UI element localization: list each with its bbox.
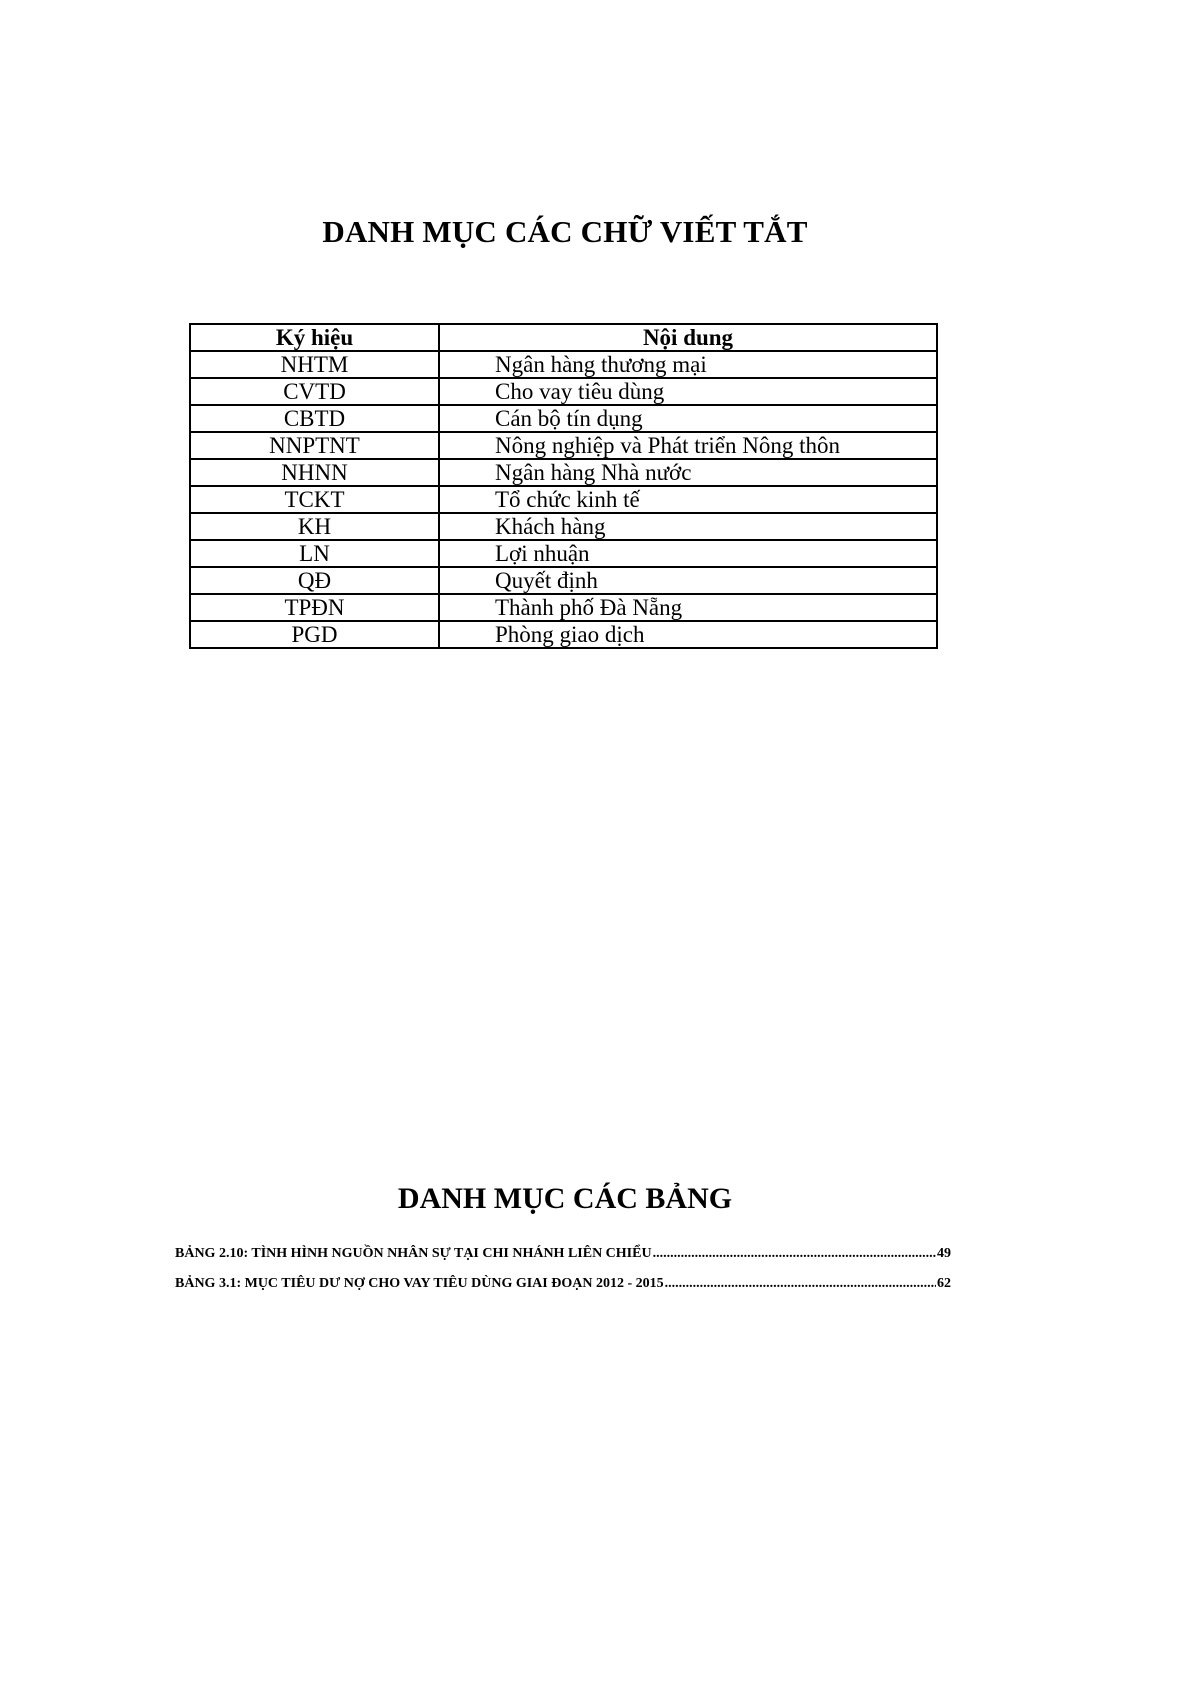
table-row bbox=[190, 513, 937, 540]
abbr-code: CBTD bbox=[190, 405, 439, 432]
abbr-content: Phòng giao dịch bbox=[439, 621, 937, 648]
table-row bbox=[190, 594, 937, 621]
list-item[interactable] bbox=[175, 1244, 951, 1274]
abbr-code: TPĐN bbox=[190, 594, 439, 621]
abbr-code: NHNN bbox=[190, 459, 439, 486]
toc-entry-text: BẢNG 2.10: TÌNH HÌNH NGUỒN NHÂN SỰ TẠI CHI NHÁNH LIÊN CHIỂU bbox=[175, 1246, 652, 1261]
table-row bbox=[190, 486, 937, 513]
abbr-code: CVTD bbox=[190, 378, 439, 405]
abbreviations-title: DANH MỤC CÁC CHỮ VIẾT TẮT bbox=[322, 214, 808, 249]
toc-page-number: 62 bbox=[937, 1276, 951, 1291]
table-row bbox=[190, 540, 937, 567]
abbr-content: Ngân hàng Nhà nước bbox=[439, 459, 937, 486]
table-row bbox=[190, 432, 937, 459]
tables-list bbox=[175, 1244, 951, 1304]
abbr-content: Ngân hàng thương mại bbox=[439, 351, 937, 378]
abbr-content: Nông nghiệp và Phát triển Nông thôn bbox=[439, 432, 937, 459]
table-row bbox=[190, 459, 937, 486]
table-row bbox=[190, 567, 937, 594]
abbr-code: QĐ bbox=[190, 567, 439, 594]
abbr-content: Lợi nhuận bbox=[439, 540, 937, 567]
table-row bbox=[190, 405, 937, 432]
abbr-code: NNPTNT bbox=[190, 432, 439, 459]
abbr-content: Tổ chức kinh tế bbox=[439, 486, 937, 513]
table-row bbox=[190, 351, 937, 378]
tables-list-title: DANH MỤC CÁC BẢNG bbox=[397, 1182, 733, 1215]
table-header-row bbox=[190, 324, 937, 351]
header-content: Nội dung bbox=[439, 324, 937, 351]
abbr-content: Quyết định bbox=[439, 567, 937, 594]
header-code: Ký hiệu bbox=[190, 324, 439, 351]
abbr-code: LN bbox=[190, 540, 439, 567]
toc-leader-dots bbox=[653, 1244, 936, 1264]
table-row bbox=[190, 621, 937, 648]
abbr-code: NHTM bbox=[190, 351, 439, 378]
abbr-content: Cán bộ tín dụng bbox=[439, 405, 937, 432]
abbr-code: TCKT bbox=[190, 486, 439, 513]
abbreviations-table bbox=[189, 323, 938, 649]
toc-leader-dots bbox=[665, 1274, 936, 1294]
abbr-code: PGD bbox=[190, 621, 439, 648]
toc-entry-text: BẢNG 3.1: MỤC TIÊU DƯ NỢ CHO VAY TIÊU DÙNG GIAI ĐOẠN 2012 - 2015 bbox=[175, 1276, 664, 1291]
abbr-content: Khách hàng bbox=[439, 513, 937, 540]
table-row bbox=[190, 378, 937, 405]
toc-page-number: 49 bbox=[937, 1246, 951, 1261]
abbr-code: KH bbox=[190, 513, 439, 540]
list-item[interactable] bbox=[175, 1274, 951, 1304]
abbr-content: Cho vay tiêu dùng bbox=[439, 378, 937, 405]
abbr-content: Thành phố Đà Nẵng bbox=[439, 594, 937, 621]
